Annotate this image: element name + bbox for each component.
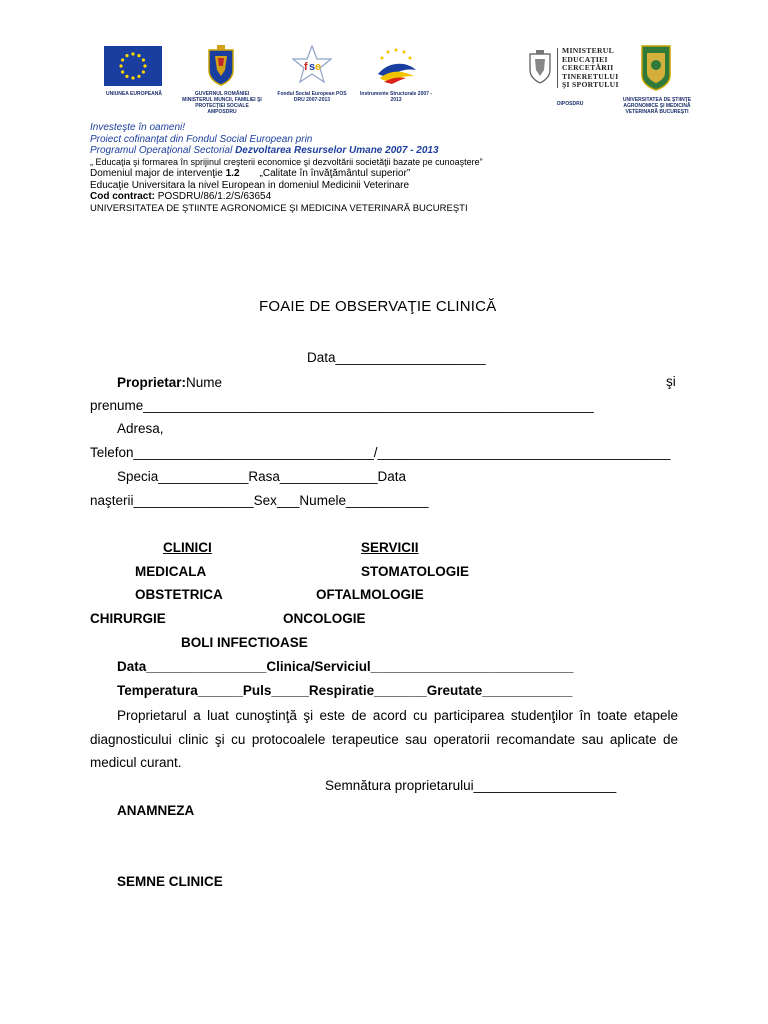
fse-caption: Fondul Social European POS DRU 2007-2013 bbox=[277, 91, 347, 103]
birth-sex-name-field[interactable]: naşterii________________Sex___Numele___________ bbox=[90, 493, 429, 508]
header-university: UNIVERSITATEA DE ŞTIINTE AGRONOMICE ŞI MEDICINA VETERINARĂ BUCUREŞTI bbox=[90, 202, 468, 214]
project-header bbox=[90, 122, 483, 214]
structural-instruments-logo bbox=[374, 46, 418, 86]
header-cofinance: Proiect cofinanţat din Fondul Social European prin bbox=[90, 133, 313, 145]
contract-label: Cod contract: bbox=[90, 191, 155, 202]
header-motto: „ Educaţia şi formarea în sprijinul creşterii economice şi dezvoltării societăţii bazate pe cunoaştere” bbox=[90, 156, 483, 167]
owner-label: Proprietar: bbox=[117, 375, 187, 390]
government-caption: GUVERNUL ROMÂNIEI MINISTERUL MUNCII, FAMILIEI ŞI PROTECŢIEI SOCIALE AMPOSDRU bbox=[182, 91, 262, 115]
contract-code: POSDRU/86/1.2/S/63654 bbox=[155, 191, 272, 202]
option-obstetrica[interactable]: OBSTETRICA bbox=[135, 587, 223, 602]
ministry-line-5: ŞI SPORTULUI bbox=[562, 80, 619, 90]
svg-text:e: e bbox=[315, 61, 322, 73]
header-programme-name: Dezvoltarea Resurselor Umane 2007 - 2013 bbox=[235, 145, 439, 156]
prenume-field[interactable]: prenume____________________________________________________________ bbox=[90, 398, 594, 413]
option-oncologie[interactable]: ONCOLOGIE bbox=[283, 611, 366, 626]
phone-field[interactable]: Telefon________________________________/_______________________________________ bbox=[90, 445, 671, 460]
eu-caption: UNIUNEA EUROPEANĂ bbox=[106, 91, 162, 97]
ministry-divider bbox=[557, 48, 558, 88]
ministry-crest-logo bbox=[528, 50, 552, 84]
header-contract bbox=[90, 191, 483, 203]
header-programme-prefix: Programul Operaţional Sectorial bbox=[90, 145, 236, 156]
option-boli-infectioase[interactable]: BOLI INFECTIOASE bbox=[181, 635, 308, 650]
option-medicala[interactable]: MEDICALA bbox=[135, 564, 207, 579]
option-oftalmologie[interactable]: OFTALMOLOGIE bbox=[316, 587, 424, 602]
eu-flag-logo bbox=[104, 46, 162, 86]
species-breed-field[interactable]: Specia____________Rasa_____________Data bbox=[117, 469, 407, 484]
university-caption: UNIVERSITATEA DE ŞTIINŢE AGRONOMICE ŞI MEDICINĂ VETERINARĂ BUCUREŞTI bbox=[622, 97, 692, 115]
header-education: Educaţie Universitara la nivel European in domeniul Medicinii Veterinare bbox=[90, 179, 410, 191]
header-slogan: Investeşte în oameni! bbox=[90, 122, 186, 133]
consent-paragraph: Proprietarul a luat cunoştinţă şi este de acord cu participarea studenţilor în toate etapele diagnosticului clinic şi cu protocoalele terapeutice sau operatorii recomandate sau aplicate de medicul curant. bbox=[90, 708, 678, 770]
university-crest-logo bbox=[641, 45, 671, 91]
svg-text:s: s bbox=[309, 61, 316, 73]
header-domain-number: 1.2 bbox=[225, 168, 240, 179]
owner-name-label: Nume bbox=[186, 375, 223, 390]
ministry-line-1: MINISTERUL bbox=[562, 46, 614, 55]
oiposdru-caption: OIPOSDRU bbox=[556, 101, 584, 107]
anamneza-heading: ANAMNEZA bbox=[117, 803, 195, 818]
structural-caption: Instrumente Structurale 2007 - 2013 bbox=[360, 91, 432, 103]
services-heading: SERVICII bbox=[361, 540, 419, 555]
romanian-crest-logo bbox=[206, 44, 236, 86]
header-domain-quality: „Calitate în învăţământul superior” bbox=[259, 168, 411, 179]
form-title: FOAIE DE OBSERVAŢIE CLINICĂ bbox=[259, 298, 497, 315]
header-domain-prefix: Domeniul major de intervenţie bbox=[90, 168, 226, 179]
option-chirurgie[interactable]: CHIRURGIE bbox=[90, 611, 166, 626]
clinics-heading: CLINICI bbox=[163, 540, 212, 555]
ministry-name-block bbox=[562, 47, 619, 90]
ministry-line-4: TINERETULUI bbox=[562, 71, 619, 81]
vitals-field[interactable]: Temperatura______Puls_____Respiratie_______Greutate____________ bbox=[117, 683, 573, 698]
header-domain bbox=[90, 168, 483, 180]
option-stomatologie[interactable]: STOMATOLOGIE bbox=[361, 564, 470, 579]
header-programme bbox=[90, 145, 483, 157]
address-field[interactable]: Adresa, bbox=[117, 421, 164, 436]
date-clinic-field[interactable]: Data________________Clinica/Serviciul___________________________ bbox=[117, 659, 574, 674]
owner-si: şi bbox=[666, 374, 676, 389]
signature-field[interactable]: Semnătura proprietarului___________________ bbox=[325, 778, 617, 793]
fse-logo bbox=[292, 44, 332, 86]
date-field[interactable]: Data____________________ bbox=[307, 350, 486, 365]
ministry-line-3: CERCETĂRII bbox=[562, 63, 614, 73]
owner-name-row bbox=[117, 374, 222, 392]
svg-text:f: f bbox=[304, 61, 308, 73]
ministry-line-2: EDUCAŢIEI bbox=[562, 54, 608, 64]
semne-clinice-heading: SEMNE CLINICE bbox=[117, 874, 223, 889]
